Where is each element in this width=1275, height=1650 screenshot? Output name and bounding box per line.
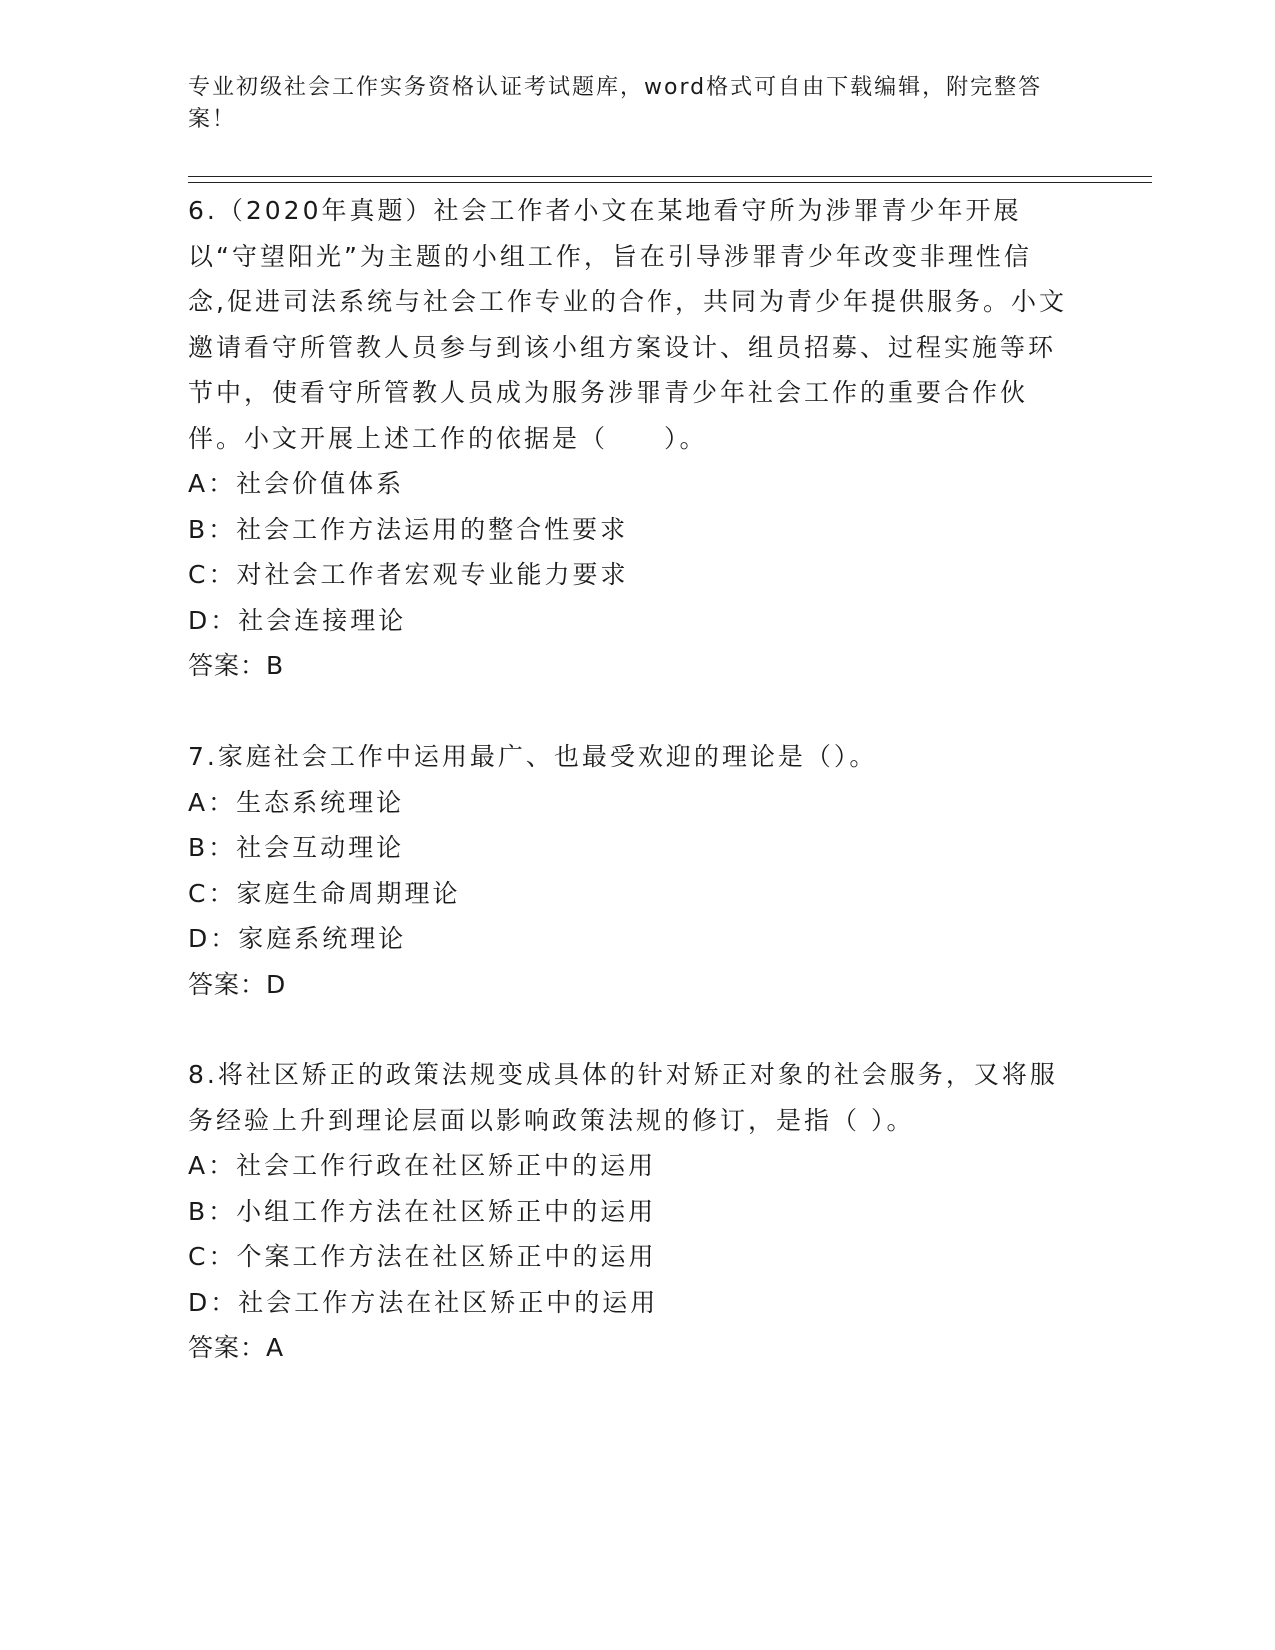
option-c: C：个案工作方法在社区矫正中的运用 bbox=[188, 1242, 657, 1271]
option-d: D：社会工作方法在社区矫正中的运用 bbox=[188, 1287, 659, 1317]
option-d: D：家庭系统理论 bbox=[188, 924, 407, 953]
option-a: A：生态系统理论 bbox=[188, 787, 405, 817]
answer: 答案：D bbox=[188, 969, 287, 999]
option-c: C：家庭生命周期理论 bbox=[188, 878, 461, 908]
question-7 bbox=[188, 734, 1068, 1007]
option-a: A：社会价值体系 bbox=[188, 469, 405, 498]
question-6 bbox=[188, 188, 1068, 689]
header-divider-bottom bbox=[188, 182, 1152, 183]
header-divider-top bbox=[188, 176, 1152, 177]
question-8 bbox=[188, 1052, 1068, 1371]
option-b: B：社会互动理论 bbox=[188, 833, 405, 862]
document-header: 专业初级社会工作实务资格认证考试题库，word格式可自由下载编辑，附完整答案！ bbox=[188, 75, 1043, 132]
option-d: D：社会连接理论 bbox=[188, 605, 407, 635]
option-b: B：社会工作方法运用的整合性要求 bbox=[188, 514, 629, 544]
question-stem: 8.将社区矫正的政策法规变成具体的针对矫正对象的社会服务，又将服务经验上升到理论层面以影响政策法规的修订，是指（ ）。 bbox=[188, 1060, 1058, 1135]
answer: 答案：A bbox=[188, 1333, 285, 1362]
option-c: C：对社会工作者宏观专业能力要求 bbox=[188, 560, 629, 589]
option-a: A：社会工作行政在社区矫正中的运用 bbox=[188, 1151, 657, 1180]
option-b: B：小组工作方法在社区矫正中的运用 bbox=[188, 1196, 657, 1226]
question-stem: 7.家庭社会工作中运用最广、也最受欢迎的理论是（）。 bbox=[188, 742, 878, 771]
question-stem: 6.（2020年真题）社会工作者小文在某地看守所为涉罪青少年开展以“守望阳光”为主题的小组工作，旨在引导涉罪青少年改变非理性信念,促进司法系统与社会工作专业的合作，共同为青少年提供服务。小文邀请看守所管教人员参与到该小组方案设计、组员招募、过程实施等环节中，使看守所管教人员成为服务涉罪青少年社会工作的重要合作伙伴。小文开展上述工作的依据是（ ）。 bbox=[188, 196, 1067, 453]
answer: 答案：B bbox=[188, 651, 285, 680]
